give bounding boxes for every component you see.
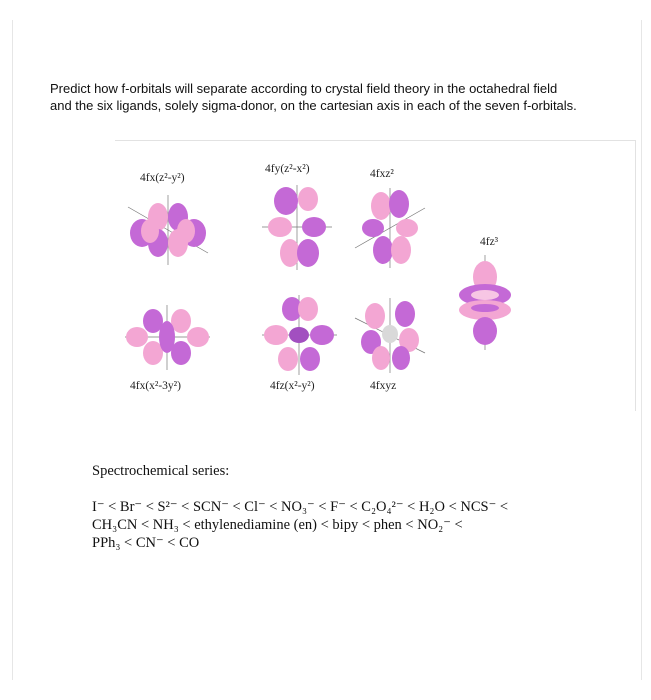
- orbital-fxyz-image: [355, 298, 425, 373]
- orbital-fx-z2-y2-image: [128, 195, 208, 265]
- spectrochemical-series: [92, 462, 562, 552]
- orbital-label-fz-x2-y2: 4fz(x²-y²): [270, 380, 315, 392]
- question-line-2: and the six ligands, solely sigma-donor, on the cartesian axis in each of the seven f-orbitals.: [50, 98, 577, 113]
- spectrochemical-line-1: I⁻ < Br⁻ < S²⁻ < SCN⁻ < Cl⁻ < NO₃⁻ < F⁻ < C₂O₄²⁻ < H₂O < NCS⁻ <: [92, 499, 509, 515]
- orbital-label-fz3: 4fz³: [480, 236, 499, 248]
- spectrochemical-heading: Spectrochemical series:: [92, 463, 230, 479]
- spectrochemical-line-3: PPh₃ < CN⁻ < CO: [92, 535, 200, 551]
- orbital-fz-x2-y2-image: [262, 295, 337, 375]
- question-line-1: Predict how f-orbitals will separate according to crystal field theory in the octahedral field: [50, 81, 558, 96]
- orbital-label-fy-z2-x2: 4fy(z²-x²): [265, 163, 310, 175]
- orbital-fz3-image: [455, 255, 515, 350]
- orbital-fxz2-image: [355, 188, 425, 268]
- orbital-fy-z2-x2-image: [262, 185, 332, 270]
- orbital-label-fxz2: 4fxz²: [370, 168, 394, 180]
- orbital-fx-x2-3y2-image: [125, 305, 210, 370]
- question-text: [50, 80, 630, 114]
- spectrochemical-line-2: CH₃CN < NH₃ < ethylenediamine (en) < bipy < phen < NO₂⁻ <: [92, 517, 463, 533]
- orbital-label-fx-x2-3y2: 4fx(x²-3y²): [130, 380, 181, 392]
- orbital-label-fxyz: 4fxyz: [370, 380, 397, 392]
- orbital-label-fx-z2-y2: 4fx(z²-y²): [140, 172, 185, 184]
